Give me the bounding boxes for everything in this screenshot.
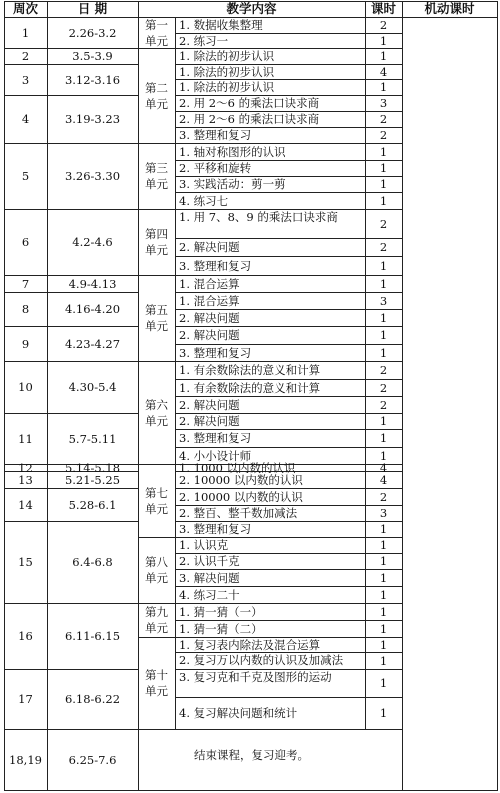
- unit-label: 第四: [145, 227, 168, 241]
- grid-line: [175, 309, 403, 310]
- week-number: 17: [18, 692, 33, 706]
- week-date: 4.2-4.6: [72, 235, 113, 249]
- lesson-hours: 1: [379, 638, 388, 652]
- lesson-hours: 2: [379, 18, 388, 32]
- week-number: 3: [21, 73, 30, 87]
- lesson-title: 1. 除法的初步认识: [179, 49, 275, 63]
- grid-line: [175, 620, 403, 621]
- week-date: 4.30-5.4: [68, 380, 117, 394]
- unit-label: 第一: [145, 18, 168, 32]
- lesson-hours: 1: [379, 431, 388, 445]
- lesson-title: 2. 复习万以内数的认识及加减法: [179, 653, 344, 667]
- week-date: 3.19-3.23: [64, 112, 121, 126]
- unit-label: 单元: [145, 34, 168, 48]
- lesson-hours: 1: [379, 706, 388, 720]
- lesson-title: 2. 解决问题: [179, 328, 240, 342]
- lesson-hours: 1: [379, 554, 388, 568]
- header-date: 日 期: [77, 1, 108, 16]
- unit-label: 单元: [145, 571, 168, 585]
- week-date: 3.5-3.9: [72, 49, 113, 63]
- lesson-hours: 3: [379, 294, 388, 308]
- lesson-title: 3. 整理和复习: [179, 431, 252, 445]
- unit-label: 第十: [145, 668, 168, 682]
- grid-line: [4, 790, 498, 791]
- lesson-hours: 4: [379, 461, 388, 475]
- lesson-title: 1. 有余数除法的意义和计算: [179, 363, 321, 377]
- grid-line: [175, 697, 403, 698]
- unit-label: 单元: [145, 414, 168, 428]
- lesson-title: 3. 整理和复习: [179, 346, 252, 360]
- lesson-hours: 4: [379, 65, 388, 79]
- lesson-title: 1. 猜一猜（一）: [179, 605, 263, 619]
- lesson-title: 2. 解决问题: [179, 311, 240, 325]
- lesson-title: 1. 1000 以内数的认识: [179, 461, 296, 475]
- grid-line: [4, 603, 139, 604]
- unit-label: 单元: [145, 684, 168, 698]
- grid-line: [175, 569, 403, 570]
- lesson-title: 2. 10000 以内数的认识: [179, 473, 303, 487]
- week-number: 2: [21, 49, 30, 63]
- grid-line: [138, 537, 176, 538]
- header-hours: 课时: [370, 1, 396, 16]
- week-number: 15: [18, 555, 33, 569]
- lesson-title: 1. 复习表内除法及混合运算: [179, 638, 321, 652]
- week-date: 6.4-6.8: [72, 555, 113, 569]
- lesson-hours: 2: [379, 490, 388, 504]
- grid-line: [175, 603, 403, 604]
- grid-line: [4, 95, 139, 96]
- week-date: 3.26-3.30: [64, 169, 121, 183]
- grid-line: [4, 209, 139, 210]
- lesson-title: 2. 认识千克: [179, 554, 240, 568]
- lesson-hours: 1: [379, 328, 388, 342]
- grid-line: [138, 464, 176, 465]
- grid-line: [138, 603, 176, 604]
- grid-line: [4, 326, 139, 327]
- lesson-hours: 1: [379, 80, 388, 94]
- grid-line: [175, 238, 403, 239]
- lesson-title: 1. 混合运算: [179, 277, 240, 291]
- week-number: 8: [21, 302, 30, 316]
- lesson-hours: 1: [379, 654, 388, 668]
- grid-line: [175, 344, 403, 345]
- lesson-title: 1. 轴对称图形的认识: [179, 145, 286, 159]
- lesson-hours: 1: [379, 538, 388, 552]
- grid-line: [175, 256, 403, 257]
- lesson-hours: 1: [379, 346, 388, 360]
- grid-line: [4, 413, 139, 414]
- lesson-hours: 1: [379, 49, 388, 63]
- header-flex: 机动课时: [424, 1, 475, 16]
- week-number: 9: [21, 337, 30, 351]
- header-content: 教学内容: [226, 1, 277, 16]
- unit-label: 第六: [145, 398, 168, 412]
- unit-label: 单元: [145, 319, 168, 333]
- lesson-title: 1. 有余数除法的意义和计算: [179, 381, 321, 395]
- lesson-hours: 1: [379, 259, 388, 273]
- lesson-title: 1. 数据收集整理: [179, 18, 263, 32]
- lesson-title: 1. 除法的初步认识: [179, 80, 275, 94]
- week-number: 14: [18, 498, 33, 512]
- lesson-hours: 1: [379, 522, 388, 536]
- grid-line: [497, 1, 498, 791]
- week-date: 6.11-6.15: [64, 629, 121, 643]
- grid-line: [175, 292, 403, 293]
- grid-line: [175, 447, 403, 448]
- unit-label: 第三: [145, 161, 168, 175]
- lesson-title: 2. 解决问题: [179, 240, 240, 254]
- unit-label: 第九: [145, 605, 168, 619]
- lesson-hours: 2: [379, 363, 388, 377]
- grid-line: [175, 143, 403, 144]
- lesson-hours: 2: [379, 217, 388, 231]
- unit-label: 单元: [145, 502, 168, 516]
- grid-line: [4, 729, 139, 730]
- lesson-hours: 3: [379, 96, 388, 110]
- lesson-hours: 4: [379, 473, 388, 487]
- week-date: 6.18-6.22: [64, 692, 121, 706]
- lesson-title: 3. 解决问题: [179, 571, 240, 585]
- grid-line: [175, 729, 403, 730]
- week-date: 4.9-4.13: [68, 277, 117, 291]
- grid-line: [138, 48, 176, 49]
- closing-note: 结束课程，复习迎考。: [194, 748, 309, 762]
- week-number: 5: [21, 169, 30, 183]
- grid-line: [175, 17, 176, 730]
- lesson-hours: 1: [379, 34, 388, 48]
- lesson-title: 4. 练习二十: [179, 588, 240, 602]
- grid-line: [175, 275, 403, 276]
- lesson-title: 1. 猜一猜（二）: [179, 622, 263, 636]
- lesson-title: 3. 复习克和千克及图形的运动: [179, 670, 332, 684]
- week-date: 5.21-5.25: [64, 473, 121, 487]
- week-date: 5.28-6.1: [68, 498, 117, 512]
- week-date: 3.12-3.16: [64, 73, 121, 87]
- lesson-title: 2. 10000 以内数的认识: [179, 490, 303, 504]
- lesson-hours: 1: [379, 571, 388, 585]
- lesson-title: 2. 解决问题: [179, 414, 240, 428]
- lesson-hours: 3: [379, 506, 388, 520]
- lesson-title: 2. 解决问题: [179, 398, 240, 412]
- lesson-hours: 1: [379, 177, 388, 191]
- grid-line: [175, 326, 403, 327]
- grid-line: [4, 292, 139, 293]
- lesson-title: 2. 用 2～6 的乘法口诀求商: [179, 112, 320, 126]
- lesson-hours: 1: [379, 449, 388, 463]
- grid-line: [138, 143, 176, 144]
- lesson-title: 1. 混合运算: [179, 294, 240, 308]
- lesson-title: 3. 整理和复习: [179, 522, 252, 536]
- week-number: 13: [18, 473, 33, 487]
- unit-label: 第二: [145, 81, 168, 95]
- lesson-title: 3. 整理和复习: [179, 128, 252, 142]
- lesson-title: 1. 认识克: [179, 538, 229, 552]
- unit-label: 单元: [145, 177, 168, 191]
- grid-line: [138, 729, 176, 730]
- lesson-title: 2. 练习一: [179, 34, 229, 48]
- lesson-hours: 1: [379, 277, 388, 291]
- unit-label: 第七: [145, 486, 168, 500]
- grid-line: [138, 637, 176, 638]
- grid-line: [4, 64, 139, 65]
- lesson-title: 4. 复习解决问题和统计: [179, 706, 298, 720]
- lesson-hours: 1: [379, 311, 388, 325]
- grid-line: [4, 488, 139, 489]
- lesson-hours: 1: [379, 414, 388, 428]
- grid-line: [175, 488, 403, 489]
- week-number: 10: [18, 380, 33, 394]
- unit-label: 第八: [145, 555, 168, 569]
- lesson-hours: 1: [379, 161, 388, 175]
- week-number: 7: [21, 277, 30, 291]
- lesson-hours: 1: [379, 145, 388, 159]
- lesson-title: 3. 整理和复习: [179, 259, 252, 273]
- week-date: 4.23-4.27: [64, 337, 121, 351]
- week-number: 4: [21, 112, 30, 126]
- unit-label: 第五: [145, 303, 168, 317]
- grid-line: [175, 396, 403, 397]
- grid-line: [175, 379, 403, 380]
- lesson-hours: 2: [379, 398, 388, 412]
- grid-line: [175, 586, 403, 587]
- grid-line: [4, 143, 139, 144]
- lesson-title: 3. 实践活动：剪一剪: [179, 177, 286, 191]
- week-date: 6.25-7.6: [68, 753, 117, 767]
- grid-line: [138, 361, 176, 362]
- grid-line: [175, 192, 403, 193]
- lesson-hours: 2: [379, 240, 388, 254]
- unit-label: 单元: [145, 243, 168, 257]
- lesson-hours: 1: [379, 676, 388, 690]
- grid-line: [4, 361, 139, 362]
- lesson-title: 4. 小小设计师: [179, 449, 252, 463]
- unit-label: 单元: [145, 621, 168, 635]
- lesson-hours: 1: [379, 194, 388, 208]
- lesson-hours: 2: [379, 381, 388, 395]
- lesson-hours: 1: [379, 622, 388, 636]
- lesson-title: 2. 整百、整千数加减法: [179, 506, 298, 520]
- grid-line: [138, 209, 176, 210]
- lesson-title: 2. 用 2～6 的乘法口诀求商: [179, 96, 320, 110]
- lesson-hours: 2: [379, 112, 388, 126]
- week-date: 5.7-5.11: [68, 432, 117, 446]
- week-number: 6: [21, 235, 30, 249]
- lesson-hours: 2: [379, 128, 388, 142]
- lesson-hours: 1: [379, 605, 388, 619]
- week-number: 1: [21, 26, 30, 40]
- lesson-title: 1. 用 7、8、9 的乘法口诀求商: [179, 210, 338, 224]
- lesson-title: 1. 除法的初步认识: [179, 65, 275, 79]
- lesson-hours: 1: [379, 588, 388, 602]
- grid-line: [175, 361, 403, 362]
- week-number: 18,19: [9, 753, 42, 767]
- lesson-title: 4. 练习七: [179, 194, 229, 208]
- grid-line: [4, 521, 139, 522]
- unit-label: 单元: [145, 97, 168, 111]
- week-number: 11: [18, 432, 33, 446]
- grid-line: [4, 275, 139, 276]
- header-week: 周次: [12, 1, 38, 16]
- lesson-title: 2. 平移和旋转: [179, 161, 252, 175]
- grid-line: [4, 669, 139, 670]
- grid-line: [138, 275, 176, 276]
- week-number: 12: [18, 461, 33, 475]
- week-date: 4.16-4.20: [64, 302, 121, 316]
- week-number: 16: [18, 629, 33, 643]
- grid-line: [175, 429, 403, 430]
- week-date: 5.14-5.18: [64, 461, 121, 475]
- week-date: 2.26-3.2: [68, 26, 117, 40]
